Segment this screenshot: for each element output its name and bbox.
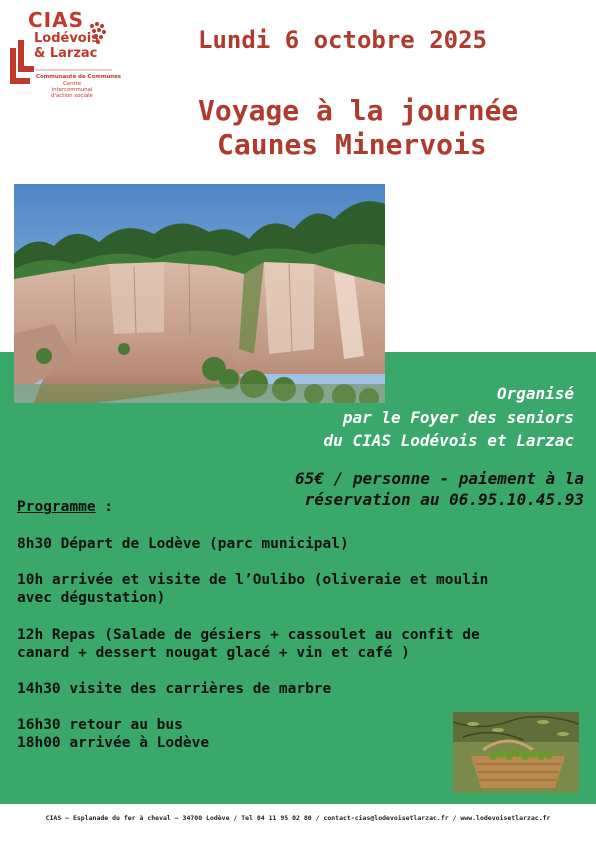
event-date: Lundi 6 octobre 2025 bbox=[198, 26, 487, 54]
organizer-line1: Organisé bbox=[496, 384, 574, 403]
logo-centre bbox=[42, 81, 102, 99]
logo-name: CIAS bbox=[28, 8, 85, 32]
organizer-line3: du CIAS Lodévois et Larzac bbox=[323, 431, 574, 450]
olive-basket-photo bbox=[453, 712, 579, 793]
programme-item: canard + dessert nougat glacé + vin et café ) bbox=[17, 645, 410, 661]
organizer-line2: par le Foyer des seniors bbox=[342, 408, 574, 427]
programme-item: avec dégustation) bbox=[17, 590, 166, 606]
programme-heading bbox=[17, 498, 113, 516]
programme-item: 8h30 Départ de Lodève (parc municipal) bbox=[17, 536, 349, 552]
programme-item: 10h arrivée et visite de l’Oulibo (oliveraie et moulin bbox=[17, 572, 489, 588]
programme-item: 12h Repas (Salade de gésiers + cassoulet au confit de bbox=[17, 627, 480, 643]
title-line1: Voyage à la journée bbox=[198, 94, 519, 127]
quarry-photo bbox=[14, 184, 385, 403]
logo-subtitle: Communauté de Communes bbox=[36, 74, 121, 80]
logo-line2: & Larzac bbox=[34, 46, 98, 61]
logo-line1: Lodévois bbox=[34, 31, 99, 46]
logo-centre-line1: Centre intercommunal bbox=[51, 81, 93, 93]
programme-item: 16h30 retour au bus bbox=[17, 717, 183, 733]
programme-heading-label: Programme bbox=[17, 499, 96, 515]
price-line1: 65€ / personne - paiement à la bbox=[295, 469, 584, 488]
programme-item: 18h00 arrivée à Lodève bbox=[17, 735, 210, 751]
programme-item: 14h30 visite des carrières de marbre bbox=[17, 681, 332, 697]
footer-contact: CIAS – Esplanade du fer à cheval – 34700 Lodève / Tel 04 11 95 02 80 / contact-cias@lodevoisetlarzac.fr / www.lodevoisetlarzac.fr bbox=[45, 814, 551, 822]
price-line2: réservation au 06.95.10.45.93 bbox=[304, 490, 584, 509]
logo-centre-line2: d'action sociale bbox=[51, 93, 93, 99]
cias-logo bbox=[8, 8, 121, 99]
title-line2: Caunes Minervois bbox=[217, 128, 487, 161]
programme-heading-suffix: : bbox=[95, 499, 114, 515]
